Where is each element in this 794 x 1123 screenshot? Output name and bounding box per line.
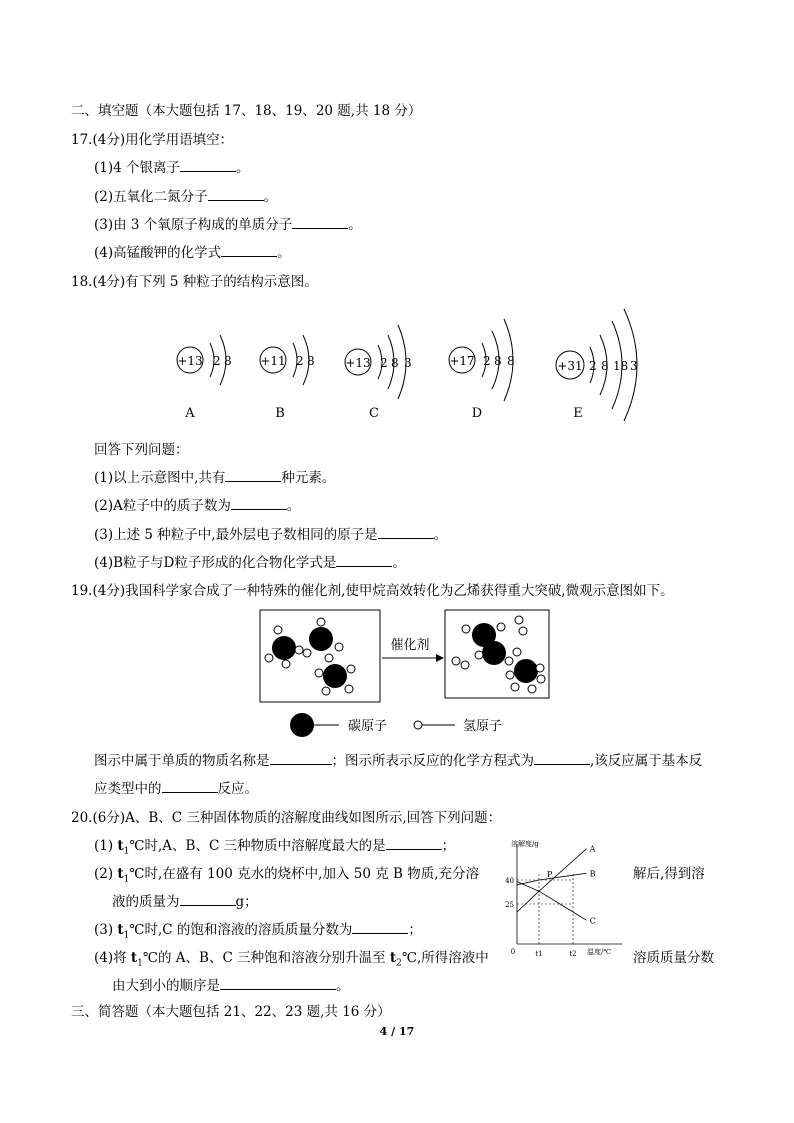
svg-text:8: 8: [494, 354, 502, 368]
q19-line2: 应类型中的 反应。: [94, 781, 258, 797]
svg-text:18: 18: [613, 359, 629, 373]
series-label-B: B: [589, 869, 596, 879]
answer-blank[interactable]: [378, 526, 434, 539]
answer-blank[interactable]: [270, 752, 332, 765]
q20-sub4: (4)将 $t_1℃$的 A、B、C 三种饱和溶液分别升温至 $t_2℃$,所得溶液中: [94, 950, 489, 969]
q17-item-2: (2)五氧化二氮分子 。: [94, 189, 278, 205]
particle-a: [177, 335, 232, 421]
q20-sub2-cont: 解后,得到溶: [633, 866, 705, 882]
svg-text:+13: +13: [345, 356, 371, 370]
svg-text:2: 2: [296, 354, 304, 368]
q18-prompt: 回答下列问题：: [94, 442, 189, 458]
svg-text:2: 2: [483, 354, 491, 368]
answer-blank[interactable]: [231, 497, 287, 510]
svg-text:B: B: [275, 406, 285, 421]
answer-blank[interactable]: [292, 216, 348, 229]
q18-sub4: (4)B粒子与D粒子形成的化合物化学式是 。: [94, 555, 406, 571]
svg-text:8: 8: [507, 354, 515, 368]
svg-text:+31: +31: [557, 359, 583, 373]
section3-title: 三、简答题（本大题包括 21、22、23 题,共 16 分）: [71, 1004, 391, 1020]
hydrogen-legend-dot: [414, 721, 422, 729]
y-tick-label: 25: [505, 901, 514, 909]
q18-sub2: (2)A粒子中的质子数为 。: [94, 498, 301, 514]
q20-sub4-cont: 溶质质量分数: [633, 950, 714, 966]
q18-sub3: (3)上述 5 种粒子中,最外层电子数相同的原子是 。: [94, 527, 448, 543]
x-axis-label: 温度/℃: [587, 948, 612, 956]
answer-blank[interactable]: [225, 469, 281, 482]
q17-stem: 17.(4分)用化学用语填空：: [71, 132, 234, 148]
q20-sub1: (1) $t_1℃$时,A、B、C 三种物质中溶解度最大的是 ；: [94, 838, 456, 857]
particle-d: [449, 319, 515, 421]
answer-blank[interactable]: [162, 780, 218, 793]
svg-text:C: C: [369, 406, 379, 421]
carbon-legend-label: 碳原子: [348, 719, 388, 734]
svg-text:A: A: [185, 406, 195, 421]
page-number: 4 / 17: [379, 1025, 415, 1038]
q20-sub3: (3) $t_1℃$时,C 的饱和溶液的溶质质量分数为 ；: [94, 922, 422, 941]
svg-text:E: E: [573, 406, 583, 421]
q17-item-3: (3)由 3 个氧原子构成的单质分子 。: [94, 217, 362, 233]
svg-text:8: 8: [601, 359, 609, 373]
series-line-A: [517, 849, 587, 912]
answer-blank[interactable]: [534, 752, 590, 765]
hydrogen-legend-label: 氢原子: [463, 719, 503, 734]
answer-blank[interactable]: [386, 837, 442, 850]
svg-text:8: 8: [224, 354, 232, 368]
x-tick-label: t1: [535, 950, 543, 958]
answer-blank[interactable]: [352, 921, 408, 934]
q20-sub2-line2: 液的质量为 g；: [112, 894, 258, 910]
q20-sub2: (2) $t_1℃$时,在盛有 100 克水的烧杯中,加入 50 克 B 物质,充分溶: [94, 866, 479, 885]
svg-text:+13: +13: [177, 354, 203, 368]
svg-text:3: 3: [404, 356, 412, 370]
svg-text:8: 8: [307, 354, 315, 368]
q20-sub4-line2: 由大到小的顺序是 。: [112, 978, 350, 994]
y-axis-label: 溶解度/g: [511, 840, 539, 848]
answer-blank[interactable]: [180, 893, 236, 906]
answer-blank[interactable]: [180, 159, 236, 172]
svg-text:+11: +11: [260, 354, 286, 368]
intersection-label: P: [547, 870, 553, 879]
solubility-chart: [500, 838, 630, 960]
q17-item-1: (1)4 个银离子 。: [94, 160, 250, 176]
origin-label: 0: [510, 948, 516, 956]
svg-text:8: 8: [391, 356, 399, 370]
q20-stem: 20.(6分)A、B、C 三种固体物质的溶解度曲线如图所示,回答下列问题：: [71, 810, 502, 826]
svg-text:3: 3: [630, 359, 638, 373]
q19-line1: 图示中属于单质的物质名称是 ；图示所表示反应的化学方程式为 ,该反应属于基本反: [94, 753, 703, 769]
carbon-legend-dot: [290, 713, 314, 737]
atom-structure-diagrams: [160, 305, 660, 425]
q19-stem: 19.(4分)我国科学家合成了一种特殊的催化剂,使甲烷高效转化为乙烯获得重大突破,微观示意图如下。: [71, 583, 674, 599]
series-line-C: [517, 882, 587, 921]
series-label-C: C: [589, 916, 596, 926]
svg-text:D: D: [471, 406, 483, 421]
particle-c: [345, 325, 412, 421]
svg-text:2: 2: [380, 356, 388, 370]
particle-e: [556, 309, 638, 421]
q18-sub1: (1)以上示意图中,共有 种元素。: [94, 470, 336, 486]
answer-blank[interactable]: [221, 244, 277, 257]
answer-blank[interactable]: [336, 554, 392, 567]
x-tick-label: t2: [569, 950, 577, 958]
section2-title: 二、填空题（本大题包括 17、18、19、20 题,共 18 分）: [71, 103, 422, 119]
particle-b: [260, 335, 315, 421]
series-label-A: A: [589, 844, 596, 854]
q17-item-4: (4)高锰酸钾的化学式 。: [94, 245, 291, 261]
svg-text:+17: +17: [449, 354, 475, 368]
y-tick-label: 40: [505, 877, 514, 885]
answer-blank[interactable]: [208, 188, 264, 201]
reaction-diagram: [255, 605, 555, 740]
svg-text:2: 2: [213, 354, 221, 368]
answer-blank[interactable]: [220, 977, 336, 990]
catalyst-label: 催化剂: [390, 638, 430, 653]
svg-text:2: 2: [589, 359, 597, 373]
q18-stem: 18.(4分)有下列 5 种粒子的结构示意图。: [71, 274, 318, 290]
